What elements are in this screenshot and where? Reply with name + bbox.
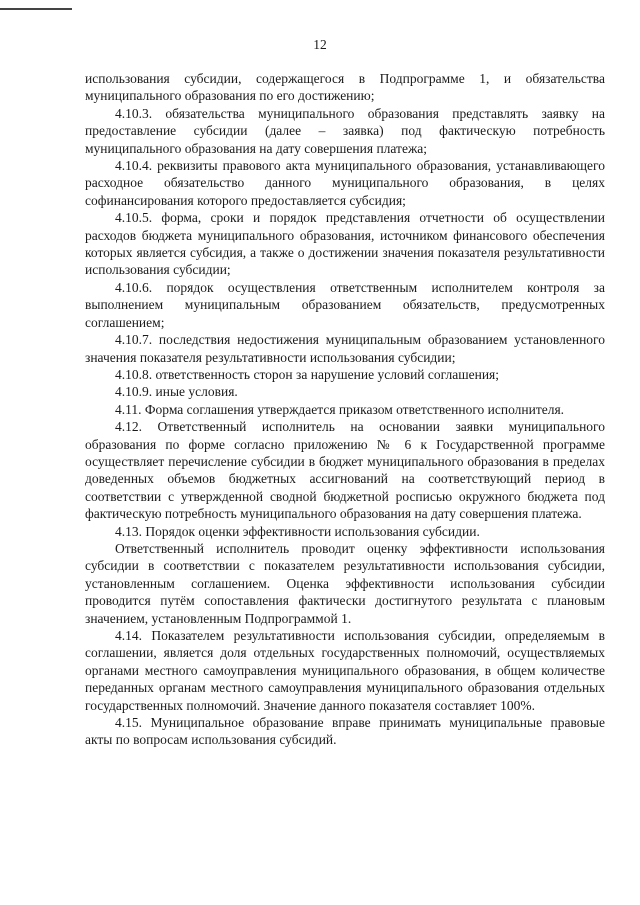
paragraph-4-10-8: 4.10.8. ответственность сторон за нарушение условий соглашения; <box>115 366 500 382</box>
paragraph-4-11: 4.11. Форма соглашения утверждается приказом ответственного исполнителя. <box>115 401 565 417</box>
page-number: 12 <box>313 37 327 52</box>
paragraph-4-14: 4.14. Показателем результативности использования субсидии, определяемым в соглашении, является доля отдельных государственных полномочий, осуществляемых органами местного самоуправления муниципального образования, в общем количестве переданных органам местного самоуправления муниципального образования отдельных государственных полномочий. Значение данного показателя составляет 100%. <box>85 628 605 713</box>
corner-rule <box>0 8 72 10</box>
paragraph-4-15: 4.15. Муниципальное образование вправе принимать муниципальные правовые акты по вопросам использования субсидий. <box>85 715 605 748</box>
document-body <box>85 70 605 749</box>
paragraph-4-13: 4.13. Порядок оценки эффективности использования субсидии. <box>115 523 480 539</box>
paragraph-4-10-9: 4.10.9. иные условия. <box>115 384 238 400</box>
paragraph-4-10-4: 4.10.4. реквизиты правового акта муниципального образования, устанавливающего расходное обязательство данного муниципального образования, в целях софинансирования которого предоставляется субсидия; <box>85 158 605 208</box>
paragraph-4-13-body: Ответственный исполнитель проводит оценку эффективности использования субсидии в соответствии с показателем результативности использования субсидии, установленным соглашением. Оценка эффективности использования субсидии проводится путём сопоставления фактически достигнутого результата с плановым значением, установленным Подпрограммой 1. <box>85 540 605 626</box>
paragraph-continuation: использования субсидии, содержащегося в Подпрограмме 1, и обязательства муниципального образования по его достижению; <box>85 71 605 104</box>
paragraph-4-10-3: 4.10.3. обязательства муниципального образования представлять заявку на предоставление субсидии (далее – заявка) под фактическую потребность муниципального образования на дату совершения платежа; <box>85 105 605 156</box>
paragraph-4-10-7: 4.10.7. последствия недостижения муниципальным образованием установленного значения показателя результативности использования субсидии; <box>85 332 605 365</box>
paragraph-4-10-6: 4.10.6. порядок осуществления ответственным исполнителем контроля за выполнением муниципальным образованием обязательств, предусмотренных соглашением; <box>85 279 605 330</box>
paragraph-4-10-5: 4.10.5. форма, сроки и порядок представления отчетности об осуществлении расходов бюджета муниципального образования, источником финансового обеспечения которых является субсидия, а также о достижении значения показателя результативности использования субсидии; <box>85 210 605 278</box>
paragraph-4-12: 4.12. Ответственный исполнитель на основании заявки муниципального образования по форме согласно приложению № 6 к Государственной программе осуществляет перечисление субсидии в бюджет муниципального образования в пределах доведенных объемов бюджетных ассигнований на соответствующий период в соответствии с утвержденной сводной бюджетной росписью окружного бюджета под фактическую потребность муниципального образования на дату совершения платежа. <box>85 419 605 522</box>
